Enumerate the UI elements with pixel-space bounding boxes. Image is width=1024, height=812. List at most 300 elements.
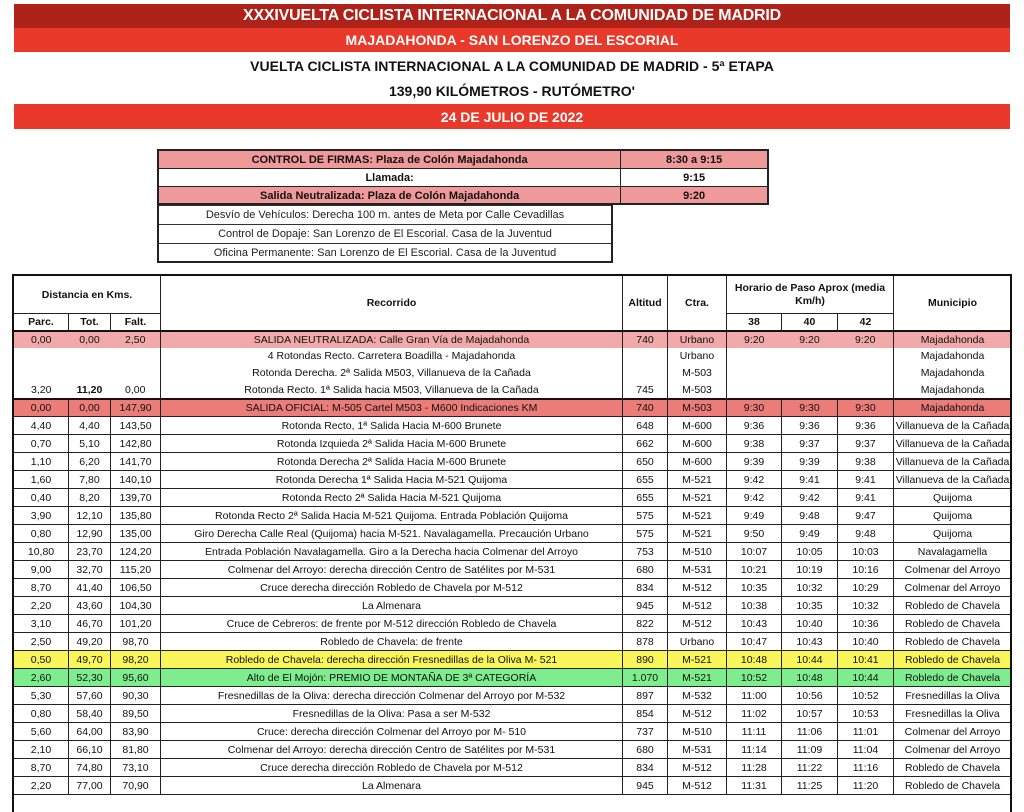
cell-municipality: Majadahonda [894, 399, 1012, 417]
cell-parc: 5,60 [14, 723, 69, 741]
cell-time-38: 10:38 [727, 597, 782, 615]
cell-route: Entrada Población Navalagamella. Giro a la Derecha hacia Colmenar del Arroyo [161, 543, 623, 561]
cell-time-40: 9:20 [782, 331, 838, 348]
cell-route: Cruce: derecha dirección Colmenar del Arroyo por M- 510 [161, 723, 623, 741]
cell-road: M-512 [668, 615, 727, 633]
cell-time-38: 9:42 [727, 489, 782, 507]
cell-time-40: 10:56 [782, 687, 838, 705]
cell-road: M-503 [668, 399, 727, 417]
cell-road: M-503 [668, 382, 727, 399]
cell-municipality: Quijoma [894, 525, 1012, 543]
cell-municipality: Majadahonda [894, 348, 1012, 365]
cell-time-42: 9:47 [838, 507, 894, 525]
route-row [14, 417, 1012, 435]
cell-falt: 98,20 [111, 651, 161, 669]
cell-parc: 8,70 [14, 579, 69, 597]
cell-tot [69, 365, 111, 382]
route-book-table [13, 275, 1012, 795]
cell-tot: 77,00 [69, 777, 111, 795]
cell-time-38: 9:20 [727, 331, 782, 348]
route-row [14, 525, 1012, 543]
schedule-time: 9:15 [621, 169, 768, 187]
schedule-table [158, 150, 768, 205]
cell-parc: 0,40 [14, 489, 69, 507]
cell-time-38: 11:11 [727, 723, 782, 741]
cell-time-38: 10:35 [727, 579, 782, 597]
cell-tot: 64,00 [69, 723, 111, 741]
cell-falt: 0,00 [111, 382, 161, 399]
cell-route: Cruce derecha dirección Robledo de Chavela por M-512 [161, 579, 623, 597]
cell-tot: 46,70 [69, 615, 111, 633]
cell-road: M-521 [668, 669, 727, 687]
cell-road: M-503 [668, 365, 727, 382]
cell-road: M-510 [668, 543, 727, 561]
cell-altitude: 822 [623, 615, 668, 633]
cell-municipality: Villanueva de la Cañada [894, 435, 1012, 453]
cell-falt: 143,50 [111, 417, 161, 435]
cell-time-40: 10:57 [782, 705, 838, 723]
cell-altitude: 680 [623, 741, 668, 759]
cell-time-42: 11:01 [838, 723, 894, 741]
header-route: Recorrido [161, 276, 623, 331]
cell-time-40: 10:19 [782, 561, 838, 579]
cell-road: M-521 [668, 489, 727, 507]
cell-route: Alto de El Mojón: PREMIO DE MONTAÑA DE 3ª CATEGORÍA [161, 669, 623, 687]
header-road: Ctra. [668, 276, 727, 331]
cell-altitude: 897 [623, 687, 668, 705]
cell-road: Urbano [668, 331, 727, 348]
cell-road: M-512 [668, 705, 727, 723]
cell-municipality: Robledo de Chavela [894, 597, 1012, 615]
stage-title: VUELTA CICLISTA INTERNACIONAL A LA COMUNIDAD DE MADRID - 5ª ETAPA [14, 54, 1010, 78]
cell-municipality: Robledo de Chavela [894, 615, 1012, 633]
cell-tot: 23,70 [69, 543, 111, 561]
cell-time-40: 10:05 [782, 543, 838, 561]
cell-falt: 142,80 [111, 435, 161, 453]
cell-time-40: 9:37 [782, 435, 838, 453]
cell-time-40: 10:32 [782, 579, 838, 597]
cell-municipality: Quijoma [894, 507, 1012, 525]
cell-parc: 2,20 [14, 777, 69, 795]
cell-time-42: 10:40 [838, 633, 894, 651]
route-book-body [14, 331, 1012, 795]
cell-parc: 0,80 [14, 525, 69, 543]
schedule-row-control [159, 151, 768, 169]
header-parc: Parc. [14, 314, 69, 331]
cell-altitude: 740 [623, 399, 668, 417]
note-doping-control: Control de Dopaje: San Lorenzo de El Escorial. Casa de la Juventud [159, 225, 612, 244]
cell-time-38: 9:42 [727, 471, 782, 489]
cell-time-38: 10:21 [727, 561, 782, 579]
cell-altitude: 737 [623, 723, 668, 741]
cell-time-40: 11:22 [782, 759, 838, 777]
cell-time-42: 10:44 [838, 669, 894, 687]
cell-time-38: 11:28 [727, 759, 782, 777]
route-row [14, 348, 1012, 365]
cell-road: Urbano [668, 633, 727, 651]
cell-time-38 [727, 382, 782, 399]
cell-parc [14, 348, 69, 365]
cell-time-38: 10:48 [727, 651, 782, 669]
cell-municipality: Majadahonda [894, 365, 1012, 382]
cell-route: Rotonda Derecha. 2ª Salida M503, Villanueva de la Cañada [161, 365, 623, 382]
cell-parc: 4,40 [14, 417, 69, 435]
route-row [14, 365, 1012, 382]
cell-road: M-600 [668, 453, 727, 471]
cell-road: M-521 [668, 525, 727, 543]
route-row [14, 453, 1012, 471]
cell-time-38 [727, 348, 782, 365]
cell-altitude [623, 348, 668, 365]
cell-road: M-532 [668, 687, 727, 705]
cell-time-42: 9:48 [838, 525, 894, 543]
schedule-row-call [159, 169, 768, 187]
cell-time-42: 9:37 [838, 435, 894, 453]
header-speed-42: 42 [838, 314, 894, 331]
cell-road: M-600 [668, 435, 727, 453]
cell-altitude: 878 [623, 633, 668, 651]
cell-time-38: 11:14 [727, 741, 782, 759]
schedule-label: Llamada: [159, 169, 621, 187]
cell-falt [111, 365, 161, 382]
cell-altitude: 890 [623, 651, 668, 669]
cell-time-40: 9:30 [782, 399, 838, 417]
cell-time-42 [838, 348, 894, 365]
cell-time-40: 10:44 [782, 651, 838, 669]
cell-parc: 2,60 [14, 669, 69, 687]
cell-time-42: 9:20 [838, 331, 894, 348]
cell-tot: 49,70 [69, 651, 111, 669]
cell-time-42: 9:41 [838, 489, 894, 507]
cell-tot: 7,80 [69, 471, 111, 489]
cell-falt: 89,50 [111, 705, 161, 723]
notes-table [158, 205, 612, 263]
cell-tot: 74,80 [69, 759, 111, 777]
cell-parc: 3,10 [14, 615, 69, 633]
cell-parc: 2,50 [14, 633, 69, 651]
route-row [14, 687, 1012, 705]
cell-road: M-512 [668, 579, 727, 597]
cell-falt: 101,20 [111, 615, 161, 633]
cell-parc: 9,00 [14, 561, 69, 579]
cell-altitude: 945 [623, 597, 668, 615]
route-row [14, 579, 1012, 597]
schedule-label: CONTROL DE FIRMAS: Plaza de Colón Majadahonda [159, 151, 621, 169]
cell-falt [111, 348, 161, 365]
cell-route: Colmenar del Arroyo: derecha dirección Centro de Satélites por M-531 [161, 561, 623, 579]
cell-parc: 0,00 [14, 331, 69, 348]
distance-title: 139,90 KILÓMETROS - RUTÓMETRO' [14, 79, 1010, 103]
cell-municipality: Colmenar del Arroyo [894, 579, 1012, 597]
note-permanent-office: Oficina Permanente: San Lorenzo de El Escorial. Casa de la Juventud [159, 244, 612, 263]
route-row [14, 633, 1012, 651]
cell-falt: 139,70 [111, 489, 161, 507]
header-municipality: Municipio [894, 276, 1012, 331]
cell-road: M-512 [668, 759, 727, 777]
cell-altitude: 662 [623, 435, 668, 453]
schedule-time: 9:20 [621, 187, 768, 205]
cell-municipality: Robledo de Chavela [894, 759, 1012, 777]
cell-altitude: 655 [623, 489, 668, 507]
cell-parc: 3,90 [14, 507, 69, 525]
cell-road: M-510 [668, 723, 727, 741]
cell-route: Rotonda Recto. 1ª Salida hacia M503, Villanueva de la Cañada [161, 382, 623, 399]
cell-parc: 1,60 [14, 471, 69, 489]
cell-tot: 41,40 [69, 579, 111, 597]
cell-road: M-512 [668, 777, 727, 795]
cell-altitude: 854 [623, 705, 668, 723]
cell-altitude: 945 [623, 777, 668, 795]
cell-parc: 0,70 [14, 435, 69, 453]
cell-tot: 8,20 [69, 489, 111, 507]
cell-municipality: Villanueva de la Cañada [894, 453, 1012, 471]
cell-municipality: Robledo de Chavela [894, 633, 1012, 651]
cell-route: Colmenar del Arroyo: derecha dirección Centro de Satélites por M-531 [161, 741, 623, 759]
cell-altitude: 655 [623, 471, 668, 489]
cell-time-40 [782, 365, 838, 382]
cell-time-38: 9:36 [727, 417, 782, 435]
cell-time-38: 9:39 [727, 453, 782, 471]
route-row [14, 507, 1012, 525]
cell-route: Rotonda Derecha 2ª Salida Hacia M-600 Brunete [161, 453, 623, 471]
cell-parc: 0,00 [14, 399, 69, 417]
cell-tot: 32,70 [69, 561, 111, 579]
cell-time-42: 10:03 [838, 543, 894, 561]
cell-time-40: 11:06 [782, 723, 838, 741]
cell-tot: 58,40 [69, 705, 111, 723]
cell-municipality: Fresnedillas la Oliva [894, 705, 1012, 723]
cell-tot: 49,20 [69, 633, 111, 651]
cell-route: Robledo de Chavela: de frente [161, 633, 623, 651]
route-row [14, 597, 1012, 615]
cell-route: Rotonda Derecha 1ª Salida Hacia M-521 Quijoma [161, 471, 623, 489]
schedule-time: 8:30 a 9:15 [621, 151, 768, 169]
cell-municipality: Robledo de Chavela [894, 669, 1012, 687]
note-vehicle-detour: Desvío de Vehículos: Derecha 100 m. antes de Meta por Calle Cevadillas [159, 206, 612, 225]
cell-tot [69, 348, 111, 365]
cell-tot: 12,90 [69, 525, 111, 543]
route-row [14, 543, 1012, 561]
cell-parc: 0,50 [14, 651, 69, 669]
cell-parc: 3,20 [14, 382, 69, 399]
cell-falt: 106,50 [111, 579, 161, 597]
cell-route: SALIDA NEUTRALIZADA: Calle Gran Vía de Majadahonda [161, 331, 623, 348]
cell-route: Rotonda Recto 2ª Salida Hacia M-521 Quijoma. Entrada Población Quijoma [161, 507, 623, 525]
header-distance: Distancia en Kms. [14, 276, 161, 314]
cell-falt: 115,20 [111, 561, 161, 579]
cell-parc: 2,20 [14, 597, 69, 615]
cell-time-42: 9:38 [838, 453, 894, 471]
cell-tot: 6,20 [69, 453, 111, 471]
cell-route: 4 Rotondas Recto. Carretera Boadilla - Majadahonda [161, 348, 623, 365]
cell-route: Rotonda Recto 2ª Salida Hacia M-521 Quijoma [161, 489, 623, 507]
header-timing: Horario de Paso Aprox (media Km/h) [727, 276, 894, 314]
cell-time-42: 10:29 [838, 579, 894, 597]
header-altitude: Altitud [623, 276, 668, 331]
cell-falt: 135,00 [111, 525, 161, 543]
cell-parc: 5,30 [14, 687, 69, 705]
header-speed-38: 38 [727, 314, 782, 331]
cell-parc [14, 365, 69, 382]
cell-tot: 43,60 [69, 597, 111, 615]
schedule-label: Salida Neutralizada: Plaza de Colón Majadahonda [159, 187, 621, 205]
route-row [14, 435, 1012, 453]
cell-time-42: 9:41 [838, 471, 894, 489]
cell-altitude: 834 [623, 759, 668, 777]
cell-parc: 1,10 [14, 453, 69, 471]
race-title-banner: XXXIVUELTA CICLISTA INTERNACIONAL A LA COMUNIDAD DE MADRID [14, 4, 1010, 28]
cell-time-42: 10:36 [838, 615, 894, 633]
cell-altitude: 680 [623, 561, 668, 579]
cell-time-38: 9:30 [727, 399, 782, 417]
cell-time-38: 11:31 [727, 777, 782, 795]
cell-falt: 2,50 [111, 331, 161, 348]
cell-falt: 124,20 [111, 543, 161, 561]
cell-municipality: Majadahonda [894, 382, 1012, 399]
cell-municipality: Majadahonda [894, 331, 1012, 348]
header-tot: Tot. [69, 314, 111, 331]
date-banner: 24 DE JULIO DE 2022 [14, 104, 1010, 129]
route-row-official-start [14, 399, 1012, 417]
route-row-neutral-start [14, 331, 1012, 348]
cell-time-40: 9:41 [782, 471, 838, 489]
cell-time-42: 9:36 [838, 417, 894, 435]
cell-time-40 [782, 382, 838, 399]
cell-tot: 4,40 [69, 417, 111, 435]
cell-time-42: 10:41 [838, 651, 894, 669]
cell-time-42: 10:32 [838, 597, 894, 615]
route-row [14, 561, 1012, 579]
cell-municipality: Robledo de Chavela [894, 651, 1012, 669]
cell-time-38: 9:38 [727, 435, 782, 453]
cell-tot: 52,30 [69, 669, 111, 687]
cell-road: M-531 [668, 561, 727, 579]
cell-road: M-521 [668, 651, 727, 669]
cell-falt: 135,80 [111, 507, 161, 525]
cell-falt: 81,80 [111, 741, 161, 759]
cell-time-40: 9:39 [782, 453, 838, 471]
cell-tot: 66,10 [69, 741, 111, 759]
cell-parc: 0,80 [14, 705, 69, 723]
cell-falt: 95,60 [111, 669, 161, 687]
cell-falt: 140,10 [111, 471, 161, 489]
cell-time-38: 11:02 [727, 705, 782, 723]
cell-falt: 90,30 [111, 687, 161, 705]
cell-time-40 [782, 348, 838, 365]
cell-route: Fresnedillas de la Oliva: derecha dirección Colmenar del Arroyo por M-532 [161, 687, 623, 705]
cell-time-42: 11:04 [838, 741, 894, 759]
cell-route: La Almenara [161, 777, 623, 795]
route-row [14, 705, 1012, 723]
cell-altitude: 745 [623, 382, 668, 399]
cell-time-42: 9:30 [838, 399, 894, 417]
route-row-highlight [14, 651, 1012, 669]
route-row [14, 615, 1012, 633]
route-row [14, 759, 1012, 777]
cell-route: La Almenara [161, 597, 623, 615]
cell-falt: 141,70 [111, 453, 161, 471]
cell-time-42 [838, 365, 894, 382]
cell-time-40: 11:25 [782, 777, 838, 795]
route-row [14, 489, 1012, 507]
cell-tot: 5,10 [69, 435, 111, 453]
cell-municipality: Colmenar del Arroyo [894, 723, 1012, 741]
cell-altitude [623, 365, 668, 382]
cell-altitude: 650 [623, 453, 668, 471]
cell-road: Urbano [668, 348, 727, 365]
cell-time-40: 9:36 [782, 417, 838, 435]
cell-municipality: Villanueva de la Cañada [894, 471, 1012, 489]
cell-time-40: 10:35 [782, 597, 838, 615]
schedule-row-neutral-start [159, 187, 768, 205]
cell-time-42 [838, 382, 894, 399]
cell-time-38: 9:49 [727, 507, 782, 525]
cell-time-40: 10:40 [782, 615, 838, 633]
cell-time-40: 9:48 [782, 507, 838, 525]
cell-time-38: 10:43 [727, 615, 782, 633]
cell-time-40: 10:48 [782, 669, 838, 687]
cell-route: Robledo de Chavela: derecha dirección Fresnedillas de la Oliva M- 521 [161, 651, 623, 669]
cell-time-40: 10:43 [782, 633, 838, 651]
cell-municipality: Villanueva de la Cañada [894, 417, 1012, 435]
cell-road: M-521 [668, 507, 727, 525]
cell-tot: 11,20 [69, 382, 111, 399]
route-banner: MAJADAHONDA - SAN LORENZO DEL ESCORIAL [14, 28, 1010, 52]
cell-altitude: 834 [623, 579, 668, 597]
route-row [14, 471, 1012, 489]
cell-municipality: Colmenar del Arroyo [894, 741, 1012, 759]
cell-altitude: 1.070 [623, 669, 668, 687]
cell-road: M-531 [668, 741, 727, 759]
cell-tot: 0,00 [69, 399, 111, 417]
cell-time-38: 9:50 [727, 525, 782, 543]
cell-parc: 8,70 [14, 759, 69, 777]
header-speed-40: 40 [782, 314, 838, 331]
route-row [14, 382, 1012, 399]
cell-tot: 57,60 [69, 687, 111, 705]
cell-road: M-521 [668, 471, 727, 489]
cell-route: Rotonda Recto, 1ª Salida Hacia M-600 Brunete [161, 417, 623, 435]
header-falt: Falt. [111, 314, 161, 331]
cell-tot: 0,00 [69, 331, 111, 348]
cell-time-40: 9:49 [782, 525, 838, 543]
cell-falt: 70,90 [111, 777, 161, 795]
cell-altitude: 575 [623, 507, 668, 525]
cell-altitude: 753 [623, 543, 668, 561]
cell-falt: 98,70 [111, 633, 161, 651]
cell-time-40: 9:42 [782, 489, 838, 507]
cell-time-38: 10:52 [727, 669, 782, 687]
cell-parc: 10,80 [14, 543, 69, 561]
cell-falt: 147,90 [111, 399, 161, 417]
cell-time-42: 11:20 [838, 777, 894, 795]
cell-time-38: 10:47 [727, 633, 782, 651]
cell-route: Cruce de Cebreros: de frente por M-512 dirección Robledo de Chavela [161, 615, 623, 633]
cell-route: SALIDA OFICIAL: M-505 Cartel M503 - M600 Indicaciones KM [161, 399, 623, 417]
route-row [14, 741, 1012, 759]
cell-altitude: 648 [623, 417, 668, 435]
cell-route: Cruce derecha dirección Robledo de Chavela por M-512 [161, 759, 623, 777]
cell-time-42: 10:53 [838, 705, 894, 723]
cell-time-38 [727, 365, 782, 382]
cell-parc: 2,10 [14, 741, 69, 759]
cell-municipality: Colmenar del Arroyo [894, 561, 1012, 579]
cell-road: M-600 [668, 417, 727, 435]
cell-altitude: 575 [623, 525, 668, 543]
cell-road: M-512 [668, 597, 727, 615]
cell-municipality: Fresnedillas la Oliva [894, 687, 1012, 705]
route-row-mountain-prize [14, 669, 1012, 687]
